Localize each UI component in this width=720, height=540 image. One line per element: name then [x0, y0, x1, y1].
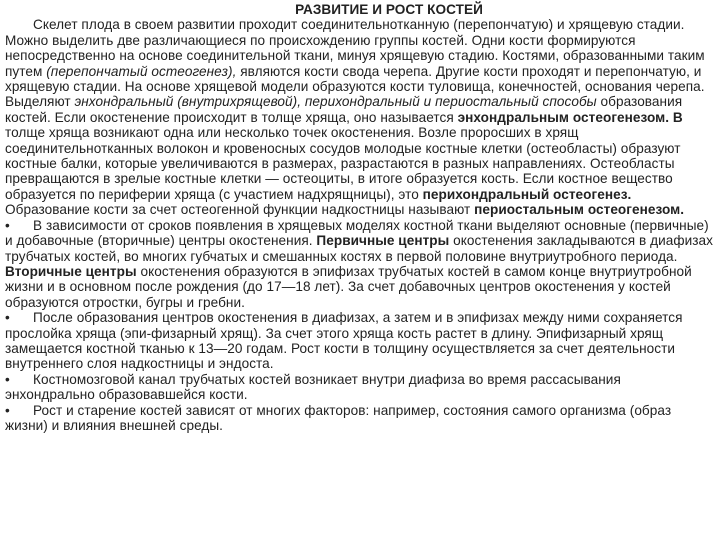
bullet-text: окостенения образуются в эпифизах трубчатых костей в самом конце внутриутробной жизни и в основном после рождения (до 17—18 лет). За счет добавочных центров окостенения у костей образуются отростки, бугры и гребни.	[5, 263, 692, 310]
bullet-text: В зависимости от сроков появления в хрящевых моделях костной ткани выделяют основные (первичные) и добавочные (вторичные) центры окостенения.	[5, 217, 709, 249]
paragraph-bold-text: энхондральным остеогенезом. В	[457, 109, 683, 125]
bullet-text: Рост и старение костей зависят от многих факторов: например, состояния самого организма (образ жизни) и влияния внешней среды.	[5, 402, 672, 433]
paragraph-text: Скелет плода в своем развитии проходит соединительнотканную (перепончатую) и хрящевую стадии. Можно выделить две различающиеся по происхождению группы костей. Одни кости формируются непосредственно на основе соединительной ткани, минуя хрящевую стадию. Костями, образованными таким путем	[5, 17, 705, 79]
bullet-icon: •	[5, 402, 10, 418]
paragraph-italic-text: энхондральный (внутрихрящевой), перихондральный и периостальный способы	[74, 94, 597, 110]
bullet-bold-text: Вторичные центры	[5, 263, 137, 279]
bullet-item-ossification-centers	[5, 218, 713, 310]
bullet-icon: •	[5, 310, 10, 326]
paragraph-text: Образование кости за счет остеогенной функции надкостницы называют	[5, 202, 475, 218]
paragraph-bold-text: периостальным остеогенезом.	[474, 202, 685, 218]
paragraph-italic-text: (перепончатый остеогенез),	[46, 63, 237, 79]
document-title: РАЗВИТИЕ И РОСТ КОСТЕЙ	[295, 2, 483, 17]
paragraph-bold-text: перихондральный остеогенез.	[422, 186, 632, 202]
bullet-item-aging	[5, 403, 713, 434]
paragraph-text: образования костей. Если окостенение происходит в толще хряща, оно называется	[5, 94, 683, 125]
bullet-item-bone-growth	[5, 310, 713, 372]
bullet-text: После образования центров окостенения в диафизах, а затем и в эпифизах между ними сохраняется прослойка хряща (эпи-физарный хрящ). За счет этого хряща кость растет в длину. Эпифизарный хрящ замещается костной тканью к 13—20 годам. Рост кости в толщину осуществляется за счет деятельности внутреннего слоя надкостницы и эндоста.	[5, 310, 683, 372]
bullet-bold-text: Первичные центры	[316, 233, 450, 249]
bullet-item-marrow-canal	[5, 372, 713, 403]
paragraph-text: толще хряща возникают одна или несколько точек окостенения. Возле проросших в хрящ соединительнотканных волокон и кровеносных сосудов молодые костные клетки (остеобласты) образуют костные балки, которые увеличиваются в размерах, разрастаются в разных направлениях. Остеобласты превращаются в зрелые костные клетки — остеоциты, в итоге образуется кость. Если костное вещество образуется по периферии хряща (с участием надхрящницы), это	[5, 125, 681, 202]
bullet-icon: •	[5, 371, 10, 387]
bullet-icon: •	[5, 217, 10, 233]
bullet-text: Костномозговой канал трубчатых костей возникает внутри диафиза во время рассасывания энхондрально образовавшейся кости.	[5, 371, 621, 403]
document-page	[5, 2, 713, 532]
paragraph-text: являются кости свода черепа. Другие кости проходят и перепончатую, и хрящевую стадии. На основе хрящевой модели образуются кости туловища, конечностей, основания черепа. Выделяют	[5, 63, 705, 110]
paragraph-osteogenesis	[5, 17, 713, 217]
bullet-text: окостенения закладываются в диафизах трубчатых костей, во многих губчатых и смешанных костях в первой половине внутриутробного периода.	[5, 233, 713, 264]
